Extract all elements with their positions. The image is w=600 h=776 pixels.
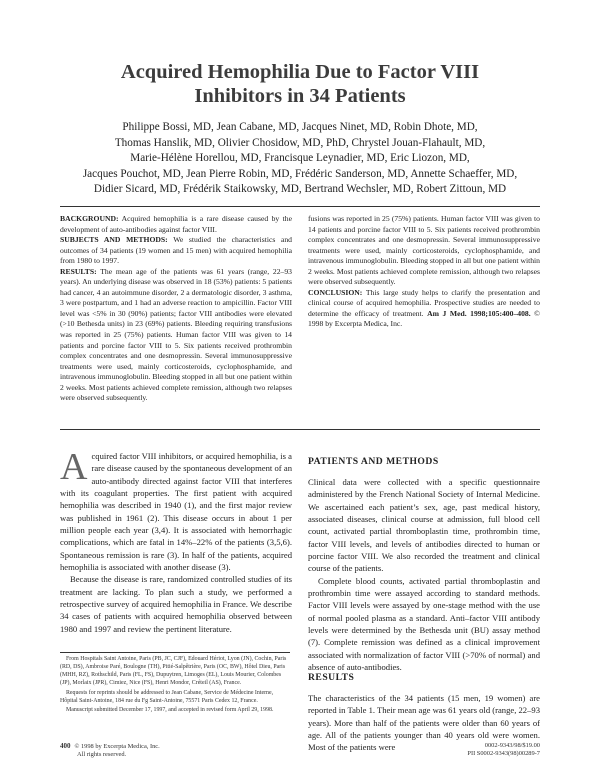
abstract-copyright: © 1998 by Excerpta Medica, Inc. bbox=[308, 308, 540, 329]
results-text-part1: The mean age of the patients was 61 years (range, 22–93 years). An underlying disease was observed in 18 (53%) patients: 5 patients had cancer, 4 an autoimmune disorder, 2 a dermatologic disorder, 3 asthma, 3 were postpartum, and 1 had an adverse reaction to ampicillin. Factor VIII level was <5% in 30 (90%) patients; factor VIII antibodies were elevated (>10 Bethesda units) in 23 (69%) patients. Bleeding requiring transfusions was reported in 25 (75%) patients. Human factor VIII was given to 14 patients and porcine factor VIII to 5. Six patients received prothrombin complex concentrates and one desmopressin. Several immunosuppressive treatments were used, mainly corticosteroids, cyclophosphamide, and intravenous immunoglobulin. Bleeding stopped in all but one patient within 2 weeks. Most patients achieved complete remission, although two relapses were observed subsequently. bbox=[60, 266, 292, 403]
footer-left bbox=[60, 742, 160, 760]
journal-citation: Am J Med. 1998;105:400–408. bbox=[427, 308, 531, 318]
methods-paragraph-2: Complete blood counts, activated partial thromboplastin and prothrombin time were assayed according to standard methods. Factor VIII levels were assayed by one-stage method with the use of normal pooled plasma as a standard. Anti–factor VIII antibody levels were determined by the Bethesda unit (BU) assay method (7). Complete remission was defined as a clinical improvement associated with normalization of factor VIII (>70% of normal) and absence of auto-antibodies. bbox=[308, 575, 540, 673]
title-line-1: Acquired Hemophilia Due to Factor VIII bbox=[120, 61, 480, 83]
footnote-reprints: Requests for reprints should be addressed to Jean Cabane, Service de Médecine Interne, Hôpital Saint-Antoine, 184 rue du Fg Saint-Antoine, 75571 Paris Cedex 12, France. bbox=[60, 689, 274, 704]
author-line: Jacques Pouchot, MD, Jean Pierre Robin, MD, Frédéric Sanderson, MD, Annette Schaeffer, MD, bbox=[82, 167, 518, 180]
results-heading: RESULTS bbox=[308, 672, 355, 683]
results-paragraph-1: The characteristics of the 34 patients (15 men, 19 women) are reported in Table 1. Their mean age was 61 years old (range, 22–93 years). More than half of the patients were older than 60 years of age. All of the patients younger than 40 years old were women. Most of the patients were bbox=[308, 693, 540, 753]
introduction bbox=[60, 446, 292, 635]
footer-pii: PII S0002-9343(98)00289-7 bbox=[467, 750, 540, 758]
methods-heading: PATIENTS AND METHODS bbox=[308, 456, 439, 467]
abstract-right-column bbox=[308, 214, 540, 330]
title-line-2: Inhibitors in 34 Patients bbox=[194, 85, 406, 107]
author-list bbox=[30, 120, 570, 198]
intro-p1-text: cquired factor VIII inhibitors, or acquired hemophilia, is a rare disease caused by the spontaneous development of an auto-antibody directed against factor VIII that interferes with its coagulant properties. The first patient with acquired hemophilia was described in 1940 (1), and the first major review was published in 1961 (2). This disease occurs in about 1 per million people each year (3,4). It is associated with hemorrhagic complications, which are fatal in 14%–22% of the patients (3,5,6). Spontaneous remission is rare (3). In half of the patients, acquired hemophilia is associated with another disease (3). bbox=[60, 451, 292, 573]
methods-section bbox=[308, 476, 540, 674]
background-text: Acquired hemophilia is a rare disease caused by the development of auto-antibodies against factor VIII. bbox=[60, 214, 292, 234]
footnote-affiliations: From Hospitals Saint Antoine, Paris (PB, JC, CJF), Edouard Hériot, Lyon (JN), Cochin, Paris (RD, DS), Ambroise Paré, Boulogne (TH), Pitié-Salpêtrière, Paris (OC, BW), Hôtel Dieu, Paris (MHH, RZ), Rothschild, Paris (FL, FS), Dupuytren, Limoges (EL), Louis Mourier, Colombes (JP), Morlaix (JPR), Cimiez, Nice (FS), Henri Mondor, Créteil (AS), France. bbox=[60, 656, 287, 686]
abstract-results bbox=[60, 266, 292, 403]
background-label: BACKGROUND: bbox=[60, 214, 119, 223]
footer-copyright: © 1998 by Excerpta Medica, Inc. bbox=[74, 743, 160, 750]
footnote-manuscript: Manuscript submitted December 17, 1997, and accepted in revised form April 29, 1998. bbox=[66, 707, 274, 714]
subjects-text: We studied the characteristics and outcomes of 34 patients (19 women and 15 men) with acquired hemophilia from 1980 to 1997. bbox=[60, 235, 292, 266]
conclusion-text: This large study helps to clarify the presentation and clinical course of acquired hemophilia. Prospective studies are needed to determine the efficacy of treatment. bbox=[308, 287, 540, 318]
subjects-label: SUBJECTS AND METHODS: bbox=[60, 235, 168, 245]
footnotes bbox=[60, 656, 292, 717]
footnote-rule bbox=[60, 652, 290, 653]
author-line: Thomas Hanslik, MD, Olivier Chosidow, MD, PhD, Chrystel Jouan-Flahault, MD, bbox=[114, 136, 486, 149]
abstract-conclusion bbox=[308, 288, 540, 330]
drop-cap: A bbox=[60, 446, 88, 488]
abstract-results-continued bbox=[308, 214, 540, 288]
intro-paragraph-1 bbox=[60, 446, 292, 573]
article-title bbox=[40, 60, 560, 108]
abstract-bottom-rule bbox=[60, 429, 540, 430]
abstract-top-rule bbox=[60, 206, 540, 207]
page-number: 400 bbox=[60, 742, 71, 750]
footer-issn: 0002-9343/98/$19.00 bbox=[484, 742, 540, 749]
author-line: Philippe Bossi, MD, Jean Cabane, MD, Jacques Ninet, MD, Robin Dhote, MD, bbox=[122, 121, 478, 133]
intro-paragraph-2: Because the disease is rare, randomized controlled studies of its treatment are lacking. To plan such a study, we performed a retrospective survey of acquired hemophilia in France. We describe 34 cases of patients with acquired hemophilia observed between 1980 and 1997 and review the pertinent literature. bbox=[60, 574, 292, 634]
footer-rights: All rights reserved. bbox=[77, 751, 127, 759]
abstract-background bbox=[60, 214, 292, 235]
abstract-left-column bbox=[60, 214, 292, 403]
abstract-subjects bbox=[60, 235, 292, 267]
results-label: RESULTS: bbox=[60, 266, 97, 276]
results-text-continued: fusions was reported in 25 (75%) patients. Human factor VIII was given to 14 patients and porcine factor VIII to 5. Six patients received prothrombin complex concentrates and one desmopressin. Several immunosuppressive treatments were used, mainly corticosteroids, cyclophosphamide, and intravenous immunoglobulin. Bleeding stopped in all but one patient within 2 weeks. Most patients achieved complete remission, although two relapses were observed subsequently. bbox=[308, 214, 540, 287]
conclusion-label: CONCLUSION: bbox=[308, 287, 363, 297]
methods-paragraph-1: Clinical data were collected with a specific questionnaire administered by the French National Society of Internal Medicine. We ascertained each patient’s sex, age, past medical history, associated diseases, clinical course at admission, full blood cell count, activated partial thromboplastin time, prothrombin time, factor VIII levels, and levels of antibodies directed to human or porcine factor VIII. We also recorded the treatment and clinical course of the patients. bbox=[308, 477, 540, 574]
author-line: Marie-Hélène Horellou, MD, Francisque Leynadier, MD, Eric Liozon, MD, bbox=[130, 152, 470, 165]
author-line: Didier Sicard, MD, Frédérik Staikowsky, MD, Bertrand Wechsler, MD, Robert Zittoun, MD bbox=[93, 183, 507, 196]
footer-right bbox=[420, 742, 540, 759]
